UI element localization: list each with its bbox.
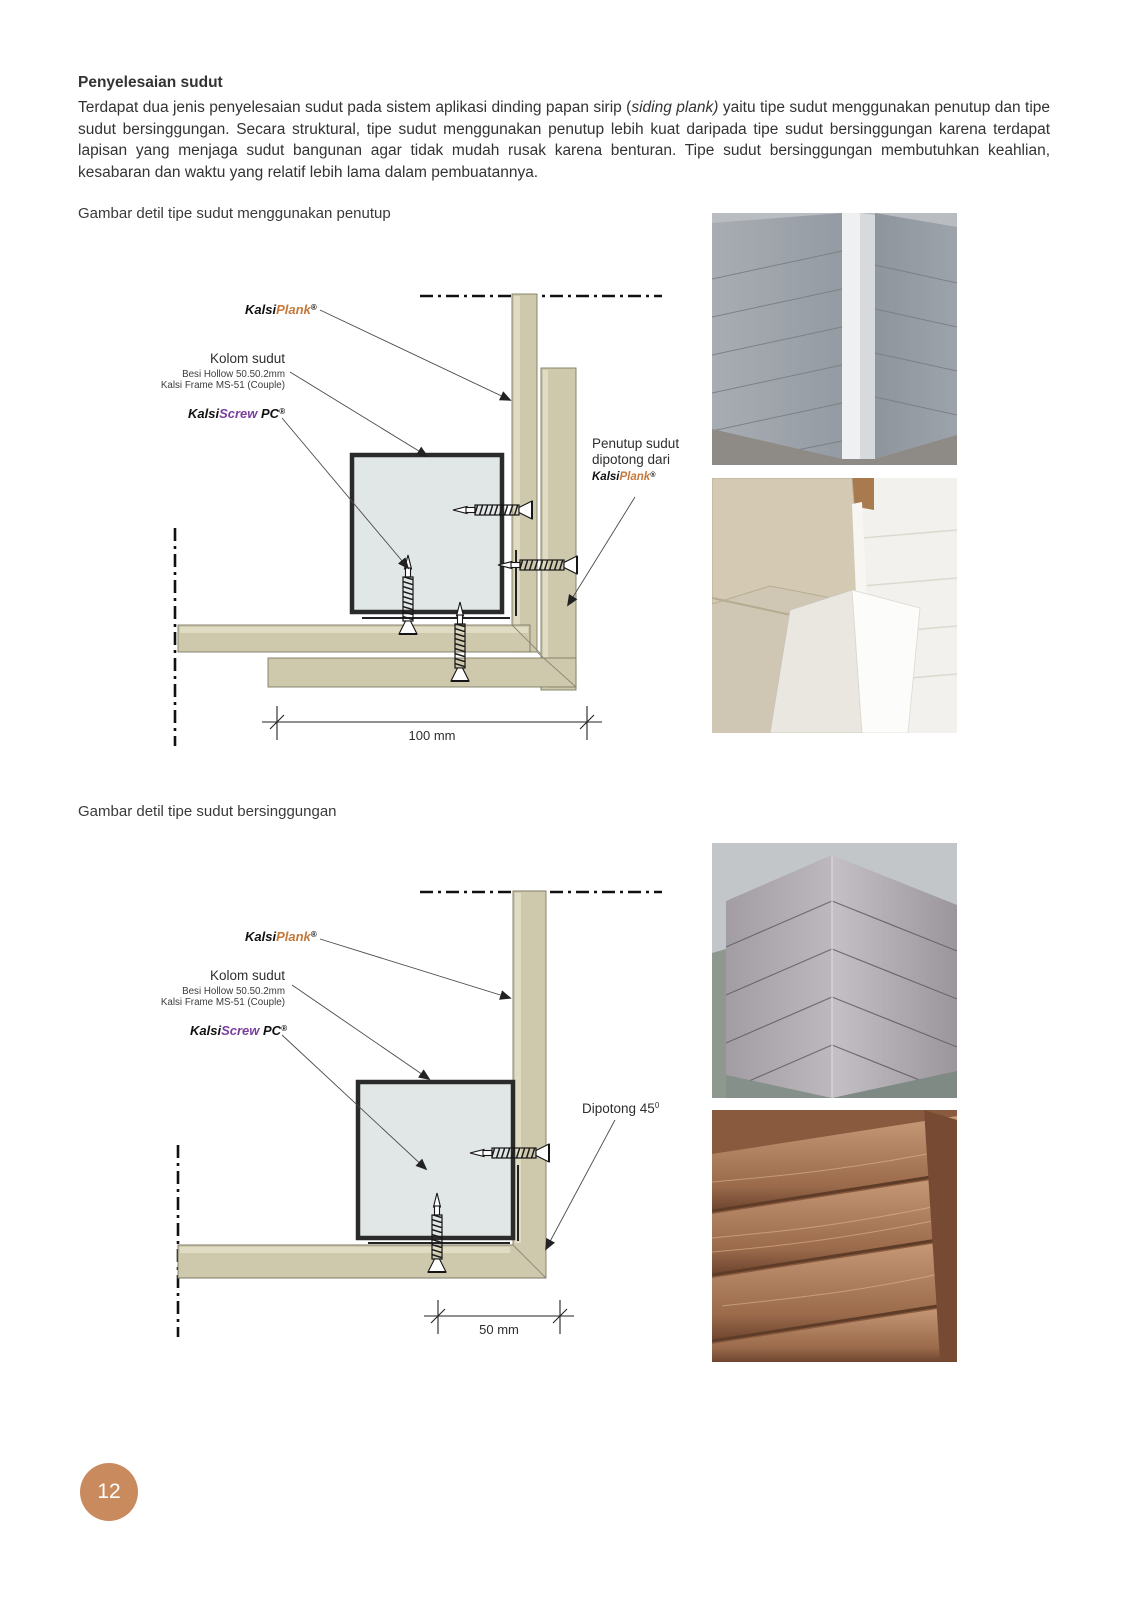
intro-paragraph <box>78 97 1050 183</box>
intro-text-post: yaitu tipe sudut menggunakan penutup dan tipe sudut bersinggungan. Secara struktural, tipe sudut menggunakan penutup lebih kuat daripada tipe sudut bersinggungan karena terdapat lapisan yang menjaga sudut bangunan agar tidak mudah rusak karena benturan. Tipe sudut bersinggungan membutuhkan keahlian, kesabaran dan waktu yang relatif lebih lama dalam pembuatannya. <box>78 99 1051 181</box>
photo-wood-plank-texture <box>712 1110 957 1362</box>
diagram-sudut-penutup-svg <box>130 250 690 760</box>
svg-text:Kolom sudut: Kolom sudut <box>209 351 285 366</box>
kolom-sudut-label <box>161 968 285 1008</box>
photo-mitered-corner <box>712 843 957 1098</box>
page-number: 12 <box>97 1480 121 1503</box>
photo-corner-with-cover-svg <box>712 213 957 465</box>
page-number-badge <box>80 1463 138 1521</box>
photo1-right-wall <box>875 213 957 465</box>
kalsiscrew-logo: KalsiScrew PC® <box>190 1023 287 1038</box>
intro-text-pre: Terdapat dua jenis penyelesaian sudut pada sistem aplikasi dinding papan sirip ( <box>78 99 632 116</box>
photo-wood-plank-texture-svg <box>712 1110 957 1362</box>
svg-text:50 mm: 50 mm <box>479 1322 519 1337</box>
photo1-cover-left-face <box>842 213 860 465</box>
diagram-sudut-penutup <box>130 250 690 760</box>
caption-tipe-sudut-penutup: Gambar detil tipe sudut menggunakan penutup <box>78 205 391 222</box>
kalsiplank-logo-small: KalsiPlank® <box>592 471 656 483</box>
dipotong-45-label: Dipotong $45^0$ <box>582 1101 660 1116</box>
svg-text:100 mm: 100 mm <box>408 728 456 743</box>
photo3-left-strip <box>712 949 726 1098</box>
svg-text:Kalsi Frame MS-51 (Couple): Kalsi Frame MS-51 (Couple) <box>160 997 285 1008</box>
dimension-100mm <box>262 706 602 743</box>
leader-penutup-sudut <box>568 497 635 605</box>
kalsiplank-logo: KalsiPlank® <box>245 302 317 317</box>
intro-section <box>78 74 1050 183</box>
photo-cover-closeup-svg <box>712 478 957 733</box>
svg-text:Kolom sudut: Kolom sudut <box>209 968 285 983</box>
diagram-sudut-bersinggungan <box>130 845 690 1345</box>
diagram-sudut-bersinggungan-svg <box>130 845 690 1345</box>
dimension-50mm <box>424 1300 574 1337</box>
leader-kalsiplank <box>320 939 510 998</box>
photo-mitered-corner-svg <box>712 843 957 1098</box>
intro-text-italic: siding plank) <box>631 99 719 116</box>
kalsiscrew-logo: KalsiScrew PC® <box>188 406 285 421</box>
leader-kalsiplank <box>320 310 510 400</box>
kolom-besi-hollow <box>352 455 502 612</box>
leader-kolom-sudut <box>290 372 427 456</box>
photo2-upper-panel <box>712 478 862 604</box>
plank-horizontal-group <box>178 625 576 687</box>
photo-cover-closeup <box>712 478 957 733</box>
svg-text:Besi Hollow 50.50.2mm: Besi Hollow 50.50.2mm <box>182 369 285 380</box>
svg-text:Besi Hollow 50.50.2mm: Besi Hollow 50.50.2mm <box>182 986 285 997</box>
photo2-cover-right-face <box>852 590 920 733</box>
photo4-plank-rows <box>712 1116 957 1362</box>
leader-kolom-sudut <box>292 985 429 1079</box>
photo1-cover-right-face <box>860 213 875 465</box>
svg-text:Kalsi Frame MS-51 (Couple): Kalsi Frame MS-51 (Couple) <box>160 380 285 391</box>
leader-dipotong-45 <box>546 1120 615 1249</box>
photo-corner-with-cover <box>712 213 957 465</box>
kalsiplank-logo: KalsiPlank® <box>245 929 317 944</box>
svg-text:Penutup sudut: Penutup sudut <box>592 436 680 451</box>
page-title: Penyelesaian sudut <box>78 74 223 91</box>
caption-tipe-sudut-bersinggungan: Gambar detil tipe sudut bersinggungan <box>78 803 337 820</box>
kolom-sudut-label <box>161 351 285 391</box>
svg-text:dipotong dari: dipotong dari <box>592 452 671 467</box>
penutup-sudut-label <box>592 436 679 483</box>
